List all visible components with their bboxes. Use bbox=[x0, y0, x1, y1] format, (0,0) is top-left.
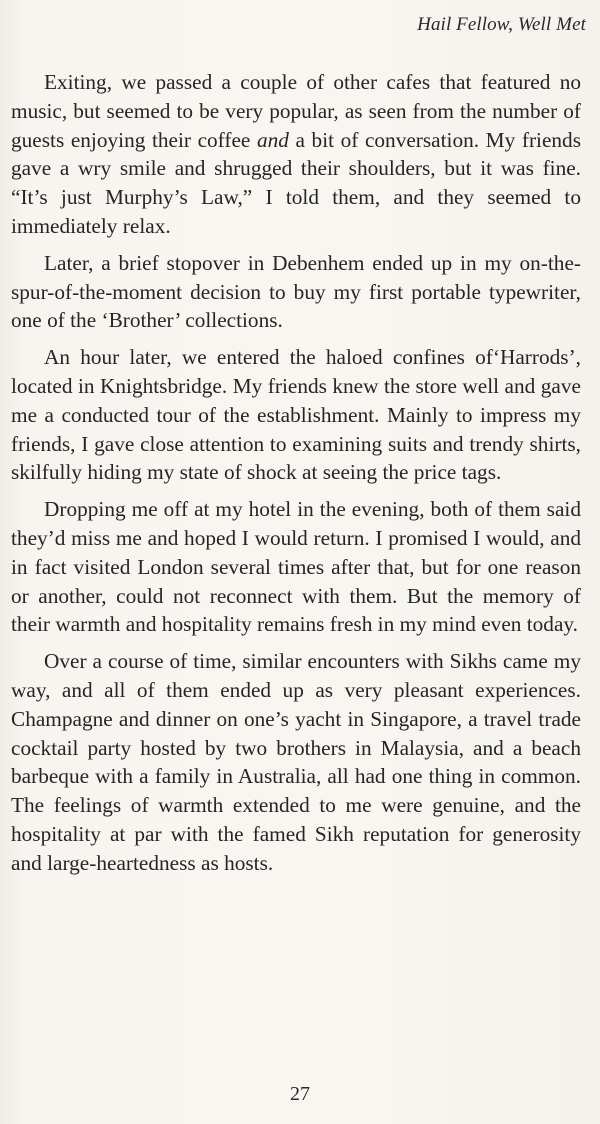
paragraph-2: Later, a brief stopover in Debenhem ended up in my on-the-spur-of-the-moment decision to buy my first portable typewriter, one of the ‘Brother’ collections. bbox=[11, 250, 581, 333]
page-number: 27 bbox=[290, 1083, 310, 1105]
body-text bbox=[11, 68, 581, 886]
paragraph-3: An hour later, we entered the haloed confines of‘Harrods’, located in Knightsbridge. My friends knew the store well and gave me a conducted tour of the establishment. Mainly to impress my friends, I gave close attention to examining suits and trendy shirts, skilfully hiding my state of shock at seeing the price tags. bbox=[11, 345, 581, 485]
paragraph-1 bbox=[11, 68, 581, 241]
paragraph-1-emphasis: and bbox=[256, 127, 289, 152]
paragraph-1-text-b: a bit of conversation. My friends gave a wry smile and shrugged their shoulders, but it was fine. “It’s just Murphy’s Law,” I told them, and they seemed to immediately relax. bbox=[11, 127, 581, 238]
paragraph-4: Dropping me off at my hotel in the evening, both of them said they’d miss me and hoped I would return. I promised I would, and in fact visited London several times after that, but for one reason or another, could not reconnect with them. But the memory of their warmth and hospitality remains fresh in my mind even today. bbox=[11, 497, 581, 637]
running-head: Hail Fellow, Well Met bbox=[417, 14, 586, 35]
paragraph-5: Over a course of time, similar encounters with Sikhs came my way, and all of them ended up as very pleasant experiences. Champagne and dinner on one’s yacht in Singapore, a travel trade cocktail party hosted by two brothers in Malaysia, and a beach barbeque with a family in Australia, all had one thing in common. The feelings of warmth extended to me were genuine, and the hospitality at par with the famed Sikh reputation for generosity and large-heartedness as hosts. bbox=[11, 649, 581, 875]
paragraph-1-text-a: Exiting, we passed a couple of other cafes that featured no music, but seemed to be very popular, as seen from the number of guests enjoying their coffee bbox=[11, 70, 581, 152]
